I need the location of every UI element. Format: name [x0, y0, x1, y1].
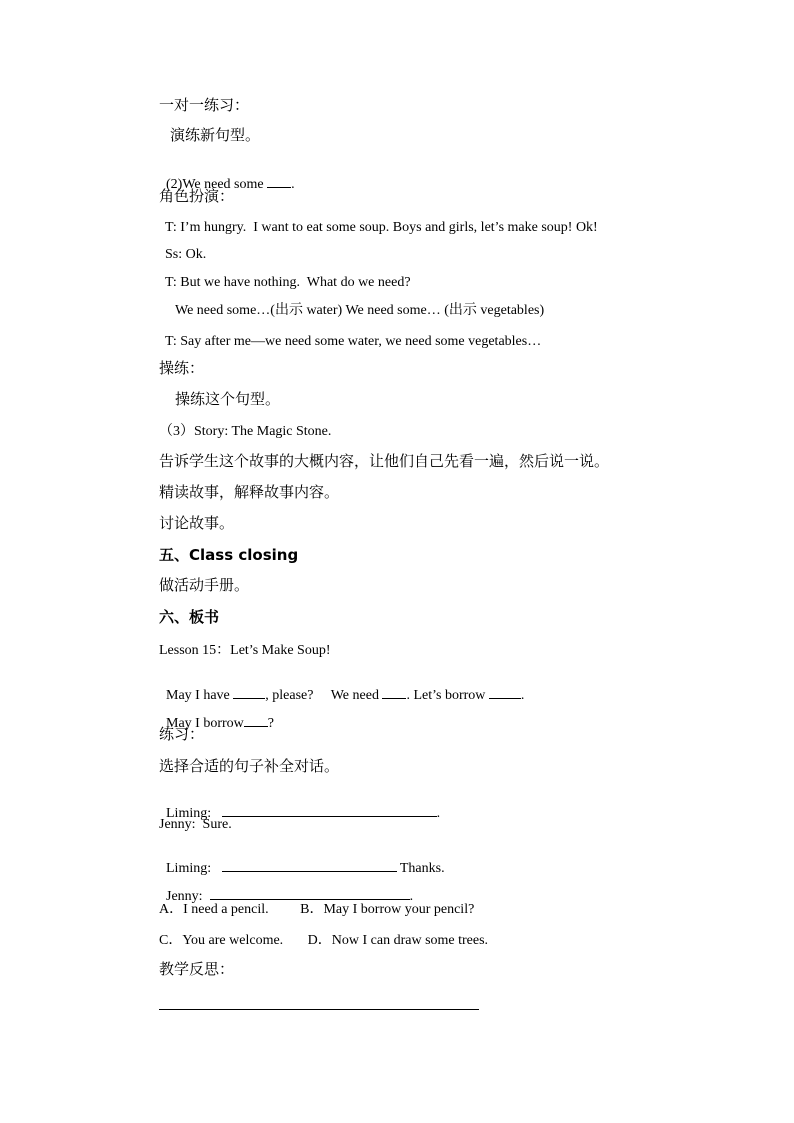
board-line-1-part-c: . Let’s borrow — [406, 688, 489, 703]
fill-blank — [244, 715, 268, 727]
board-line-1 — [159, 673, 524, 703]
speaker-liming: Liming: — [166, 861, 222, 876]
board-line-2-part-a: May I borrow — [166, 716, 244, 731]
story-heading: （3）Story: The Magic Stone. — [159, 424, 332, 439]
options-cd: C．You are welcome. D．Now I can draw some trees. — [159, 933, 489, 948]
exercise-instruction: 选择合适的句子补全对话。 — [159, 757, 340, 775]
board-line-1-part-b: , please? We need — [265, 688, 383, 703]
speaker-jenny: Jenny: — [166, 889, 210, 904]
board-lesson-title: Lesson 15：Let’s Make Soup! — [159, 643, 331, 658]
practice-note: 演练新句型。 — [170, 126, 261, 144]
role-play-heading: 角色扮演： — [159, 187, 235, 205]
exercise-line-3 — [159, 846, 445, 876]
exercise-line-4-end: . — [409, 889, 414, 904]
sentence-pattern-text: (2)We need some — [166, 177, 268, 192]
answer-blank — [222, 860, 397, 872]
board-line-1-part-d: . — [520, 688, 525, 703]
reflection-line — [159, 1009, 479, 1010]
dialogue-line-3: T: But we have nothing. What do we need? — [165, 275, 411, 290]
story-step-3: 讨论故事。 — [159, 514, 235, 532]
exercise-line-1-end: . — [436, 806, 441, 821]
fill-blank — [233, 687, 265, 699]
exercise-line-2: Jenny: Sure. — [159, 817, 232, 832]
practice-heading: 一对一练习： — [159, 96, 250, 114]
options-ab: A．I need a pencil. B．May I borrow your pencil? — [159, 902, 475, 917]
dialogue-line-1: T: I’m hungry. I want to eat some soup. Boys and girls, let’s make soup! Ok! — [165, 220, 598, 235]
answer-blank — [210, 888, 410, 900]
story-step-2: 精读故事，解释故事内容。 — [159, 483, 340, 501]
fill-blank — [382, 687, 406, 699]
sentence-pattern-end: . — [291, 177, 295, 192]
story-step-1: 告诉学生这个故事的大概内容，让他们自己先看一遍，然后说一说。 — [159, 452, 610, 470]
reflection-heading: 教学反思： — [159, 960, 235, 978]
drill-note: 操练这个句型。 — [175, 390, 281, 408]
board-line-1-part-a: May I have — [166, 688, 234, 703]
dialogue-line-4: We need some…(出示 water) We need some… (出示 vegetables) — [175, 303, 545, 318]
exercise-heading: 练习： — [159, 725, 205, 743]
section-five-title: 五、Class closing — [159, 546, 299, 564]
section-six-title: 六、板书 — [159, 608, 220, 626]
section-five-note: 做活动手册。 — [159, 576, 250, 594]
board-line-2-part-b: ? — [267, 716, 274, 731]
fill-blank — [267, 176, 291, 188]
dialogue-line-5: T: Say after me—we need some water, we need some vegetables… — [165, 334, 542, 349]
exercise-line-3-end: Thanks. — [396, 861, 445, 876]
dialogue-line-2: Ss: Ok. — [165, 247, 207, 262]
answer-blank — [222, 805, 437, 817]
speaker-liming: Liming: — [166, 806, 222, 821]
drill-heading: 操练： — [159, 359, 205, 377]
fill-blank — [489, 687, 521, 699]
exercise-line-4 — [159, 874, 413, 904]
